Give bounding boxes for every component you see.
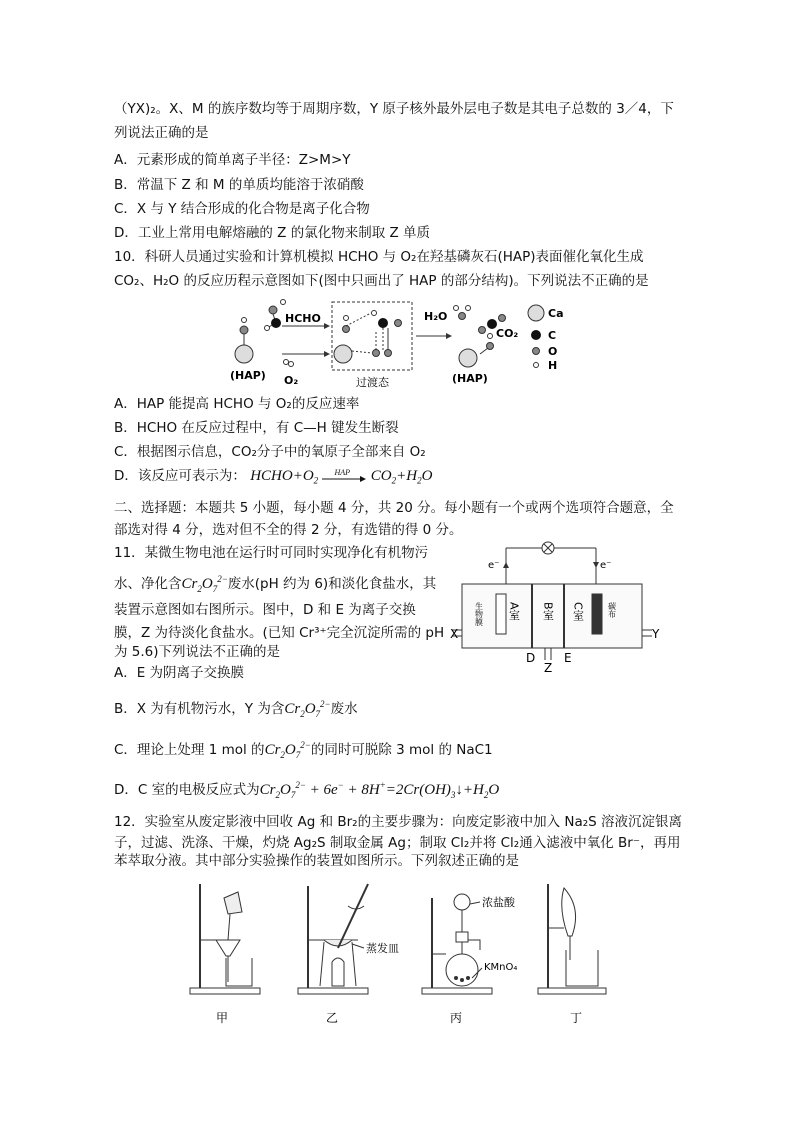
- q10-equation-right-co: CO: [370, 468, 392, 484]
- h-atom: [242, 318, 247, 323]
- q10-option-b: B．HCHO 在反应过程中，有 C—H 键发生断裂: [114, 420, 399, 436]
- q11-stem-line1: 11．某微生物电池在运行时可同时实现净化有机物污: [114, 545, 429, 561]
- q10-equation-left: HCHO+O: [250, 468, 314, 484]
- q11-option-c: C．理论上处理 1 mol 的$Cr_2O_7^{2-}$的同时可脱除 3 mol 的 NaC1: [114, 740, 493, 760]
- legend-h-icon: [534, 363, 539, 368]
- legend-c: C: [548, 329, 557, 342]
- q11-stem-line3: 装置示意图如右图所示。图中，D 和 E 为离子交换: [114, 602, 416, 618]
- q10-stem-line2: CO₂、H₂O 的反应历程示意图如下(图中只画出了 HAP 的部分结构)。下列说法不正确的是: [114, 273, 649, 289]
- q9-option-a: A．元素形成的简单离子半径：Z>M>Y: [114, 152, 351, 168]
- q9-stem-line2: 列说法正确的是: [114, 125, 209, 141]
- apparatus-label-bing: 丙: [450, 1011, 463, 1025]
- conc-hcl-label: 浓盐酸: [482, 896, 515, 909]
- q10-option-a: A．HAP 能提高 HCHO 与 O₂的反应速率: [114, 396, 360, 412]
- q12-stem-line1: 12．实验室从废定影液中回收 Ag 和 Br₂的主要步骤为：向废定影液中加入 Na₂S 溶液沉淀银离: [114, 814, 683, 830]
- q10-equation-right-h: +H: [396, 468, 418, 484]
- electron-label-right: e⁻: [600, 560, 612, 571]
- microbial-cell-figure: [452, 538, 664, 674]
- reaction-mechanism-figure: [228, 296, 588, 396]
- legend-h: H: [548, 359, 558, 372]
- hap-label-right: (HAP): [452, 372, 488, 385]
- legend-c-icon: [531, 330, 541, 340]
- legend-ca: Ca: [548, 307, 564, 320]
- section2-header-line1: 二、选择题：本题共 5 小题，每小题 4 分，共 20 分。每小题有一个或两个选项符合题意，全: [114, 500, 674, 516]
- lab-apparatus-figure: [188, 878, 608, 1028]
- q11-stem-line4: 膜，Z 为待淡化食盐水。(已知 Cr³⁺完全沉淀所需的 pH: [114, 625, 445, 641]
- h2o-label: H₂O: [424, 310, 448, 323]
- q10-equation-arrow: [322, 470, 366, 482]
- q12-stem-line2: 子，过滤、洗涤、干燥，灼烧 Ag₂S 制取金属 Ag；制取 Cl₂并将 Cl₂通入滤液中氧化 Br⁻，再用: [114, 835, 681, 851]
- q11-option-a: A．E 为阴离子交换膜: [114, 665, 245, 681]
- membrane-e-label: E: [564, 651, 572, 665]
- ca-atom: [235, 345, 253, 363]
- electron-label-left: e⁻: [488, 560, 500, 571]
- legend-o: O: [548, 345, 558, 358]
- y-inlet-label: Y: [652, 627, 660, 641]
- kmno4-label: KMnO₄: [484, 962, 518, 973]
- saltwater-z-label: Z: [544, 661, 553, 675]
- membrane-d-label: D: [526, 651, 536, 665]
- carbon-cloth-label: 碳布: [607, 602, 617, 618]
- o2-label: O₂: [284, 374, 299, 387]
- q9-option-d: D．工业上常用电解熔融的 Z 的氯化物来制取 Z 单质: [114, 225, 431, 241]
- cr2o7-formula: $Cr_2O_7^{2-}$: [181, 574, 228, 594]
- room-c-label: C室: [571, 602, 585, 621]
- section2-header-line2: 部选对得 4 分，选对但不全的得 2 分，有选错的得 0 分。: [114, 522, 463, 538]
- filtration-apparatus: [190, 884, 260, 1025]
- q9-stem-line1: （YX)₂。X、M 的族序数均等于周期序数，Y 原子核外最外层电子数是其电子总数的 3／4，下: [114, 101, 674, 117]
- q9-option-b: B．常温下 Z 和 M 的单质均能溶于浓硝酸: [114, 177, 364, 193]
- q10-option-c: C．根据图示信息，CO₂分子中的氧原子全部来自 O₂: [114, 444, 426, 460]
- apparatus-label-yi: 乙: [326, 1011, 339, 1025]
- q10-stem-line1: 10．科研人员通过实验和计算机模拟 HCHO 与 O₂在羟基磷灰石(HAP)表面催化氧化生成: [114, 249, 644, 265]
- o-atom: [240, 326, 248, 334]
- co2-label: CO₂: [496, 327, 519, 340]
- q11-stem-line5: 为 5.6)下列说法不正确的是: [114, 644, 281, 660]
- hcho-label: HCHO: [285, 312, 321, 325]
- apparatus-label-jia: 甲: [216, 1011, 229, 1025]
- q11-electrode-equation: $Cr_2O_7^{2-} + 6e^-$ + $8H^+=2Cr(OH)_3↓+H_2O$: [259, 780, 500, 800]
- room-a-label: A室: [507, 602, 521, 621]
- legend-o-icon: [533, 348, 540, 355]
- x-inlet-label: X: [450, 627, 459, 641]
- room-b-label: B室: [541, 602, 555, 621]
- q10-equation-right-o: O: [421, 468, 433, 484]
- q11-option-d: D．C 室的电极反应式为$Cr_2O_7^{2-} + 6e^-$ + $8H^+=2Cr(OH)_3↓+H_2O$: [114, 780, 500, 800]
- chlorine-generation-apparatus: [422, 894, 517, 1025]
- q11-option-b: B．X 为有机物污水，Y 为含$Cr_2O_7^{2-}$废水: [114, 699, 358, 719]
- q10-option-d-prefix: D．该反应可表示为：: [114, 468, 246, 484]
- q9-option-c: C．X 与 Y 结合形成的化合物是离子化合物: [114, 201, 370, 217]
- q11-stem-line2: 水、净化含$Cr_2O_7^{2-}$废水(pH 约为 6)和淡化食盐水，其: [114, 574, 437, 594]
- apparatus-label-ding: 丁: [570, 1011, 583, 1025]
- separatory-funnel-apparatus: [538, 884, 606, 1025]
- evaporating-dish-label: 蒸发皿: [366, 942, 399, 955]
- evaporation-apparatus: [298, 884, 399, 1025]
- q12-stem-line3: 苯萃取分液。其中部分实验操作的装置如图所示。下列叙述正确的是: [114, 853, 519, 869]
- biofilm-label: 生物膜: [474, 602, 484, 626]
- hap-label-left: (HAP): [230, 369, 266, 382]
- transition-state-label: 过渡态: [356, 376, 389, 389]
- q10-option-d: D．该反应可表示为： $HCHO+O_2$ HAP $CO_2+H_2O$: [114, 467, 432, 490]
- q10-equation-catalyst: HAP: [334, 468, 351, 477]
- legend-ca-icon: [528, 305, 544, 321]
